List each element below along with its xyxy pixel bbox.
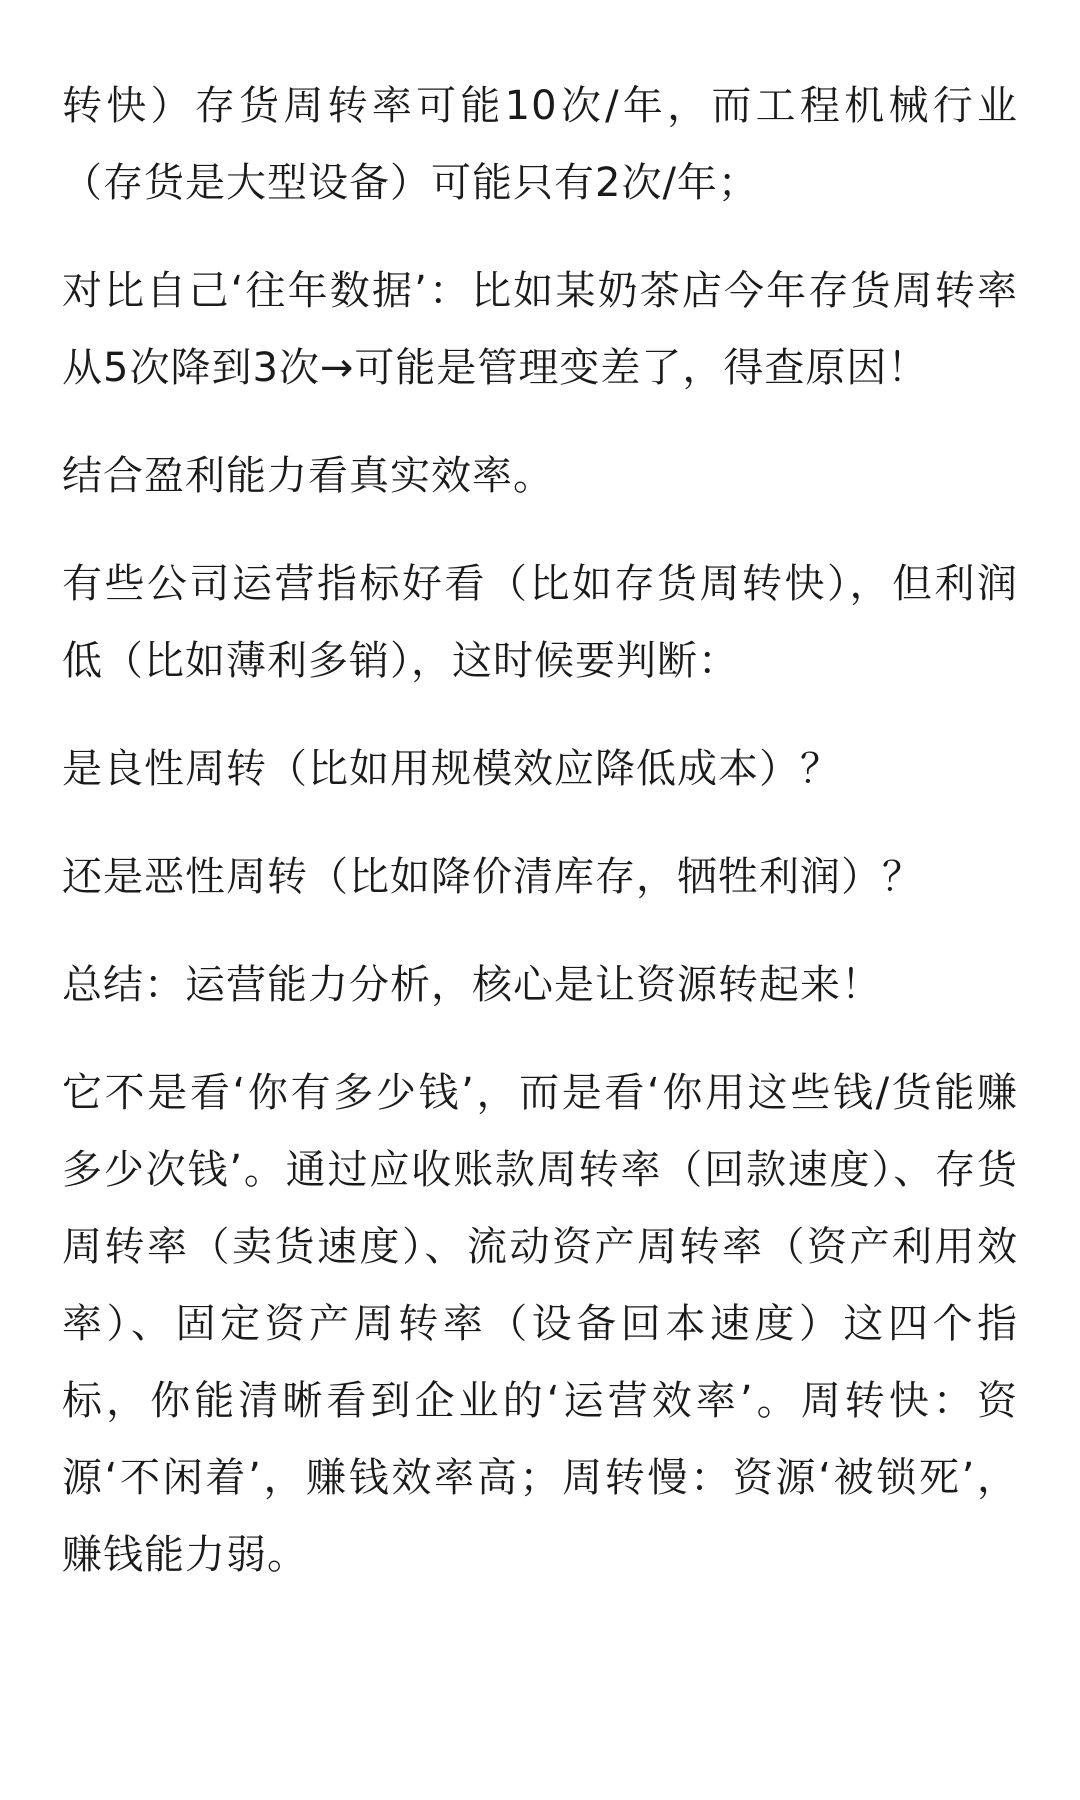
paragraph-profitability-heading: 结合盈利能力看真实效率。 [62,453,554,499]
paragraph-benign-turnover: 是良性周转（比如用规模效应降低成本）？ [62,746,841,792]
paragraph-malignant-turnover: 还是恶性周转（比如降价清库存，牺牲利润）？ [62,854,923,900]
article-body [0,68,1080,1625]
paragraph-summary-body: 它不是看‘你有多少钱’，而是看‘你用这些钱/货能赚多少次钱’。通过应收账款周转率（回款速度）、存货周转率（卖货速度）、流动资产周转率（资产利用效率）、固定资产周转率（设备回本速度）这四个指标，你能清晰看到企业的‘运营效率’。周转快：资源‘不闲着’，赚钱效率高；周转慢：资源‘被锁死’，赚钱能力弱。 [62,1070,1018,1578]
paragraph-inventory-turnover-comparison: 转快）存货周转率可能10次/年，而工程机械行业（存货是大型设备）可能只有2次/年； [62,83,1018,206]
paragraph-historical-comparison: 对比自己‘往年数据’：比如某奶茶店今年存货周转率从5次降到3次→可能是管理变差了，得查原因！ [62,268,1018,391]
paragraph-metrics-vs-profit: 有些公司运营指标好看（比如存货周转快），但利润低（比如薄利多销），这时候要判断： [62,561,1018,684]
paragraph-summary-heading: 总结：运营能力分析，核心是让资源转起来！ [62,962,882,1008]
